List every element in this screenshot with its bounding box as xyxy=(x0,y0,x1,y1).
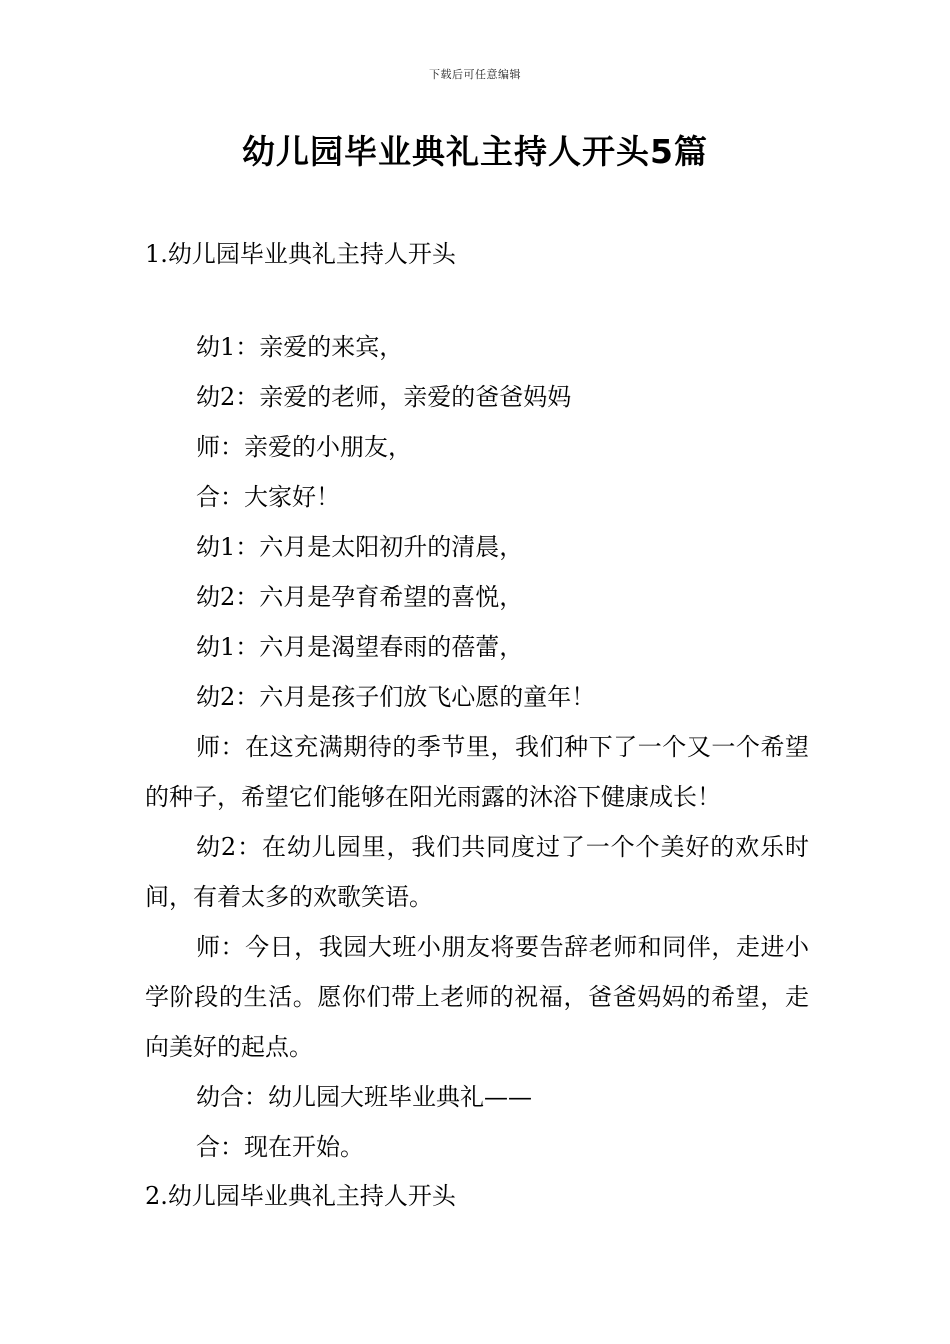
dialogue-line: 师：今日，我园大班小朋友将要告辞老师和同伴，走进小学阶段的生活。愿你们带上老师的祝福，爸爸妈妈的希望，走向美好的起点。 xyxy=(145,933,809,1061)
dialogue-line: 幼1：亲爱的来宾， xyxy=(196,333,404,361)
dialogue-line: 师：亲爱的小朋友， xyxy=(196,433,412,461)
dialogue-line: 幼2：在幼儿园里，我们共同度过了一个个美好的欢乐时间，有着太多的欢歌笑语。 xyxy=(145,833,809,911)
dialogue-line: 合：大家好！ xyxy=(196,483,340,511)
dialogue-line: 幼合：幼儿园大班毕业典礼—— xyxy=(196,1083,532,1111)
dialogue-line: 幼2：亲爱的老师，亲爱的爸爸妈妈 xyxy=(196,383,572,411)
section-1-body xyxy=(145,322,809,1172)
section-heading-2: 2.幼儿园毕业典礼主持人开头 xyxy=(145,1182,456,1210)
header-note: 下载后可任意编辑 xyxy=(429,68,521,81)
section-heading-1: 1.幼儿园毕业典礼主持人开头 xyxy=(145,240,456,268)
dialogue-line: 幼2：六月是孕育希望的喜悦， xyxy=(196,583,524,611)
dialogue-line: 幼1：六月是太阳初升的清晨， xyxy=(196,533,524,561)
dialogue-line: 幼2：六月是孩子们放飞心愿的童年！ xyxy=(196,683,596,711)
dialogue-line: 幼1：六月是渴望春雨的蓓蕾， xyxy=(196,633,524,661)
dialogue-line: 师：在这充满期待的季节里，我们种下了一个又一个希望的种子，希望它们能够在阳光雨露的沐浴下健康成长！ xyxy=(145,733,809,811)
dialogue-line: 合：现在开始。 xyxy=(196,1133,364,1161)
document-title: 幼儿园毕业典礼主持人开头5篇 xyxy=(242,132,708,171)
